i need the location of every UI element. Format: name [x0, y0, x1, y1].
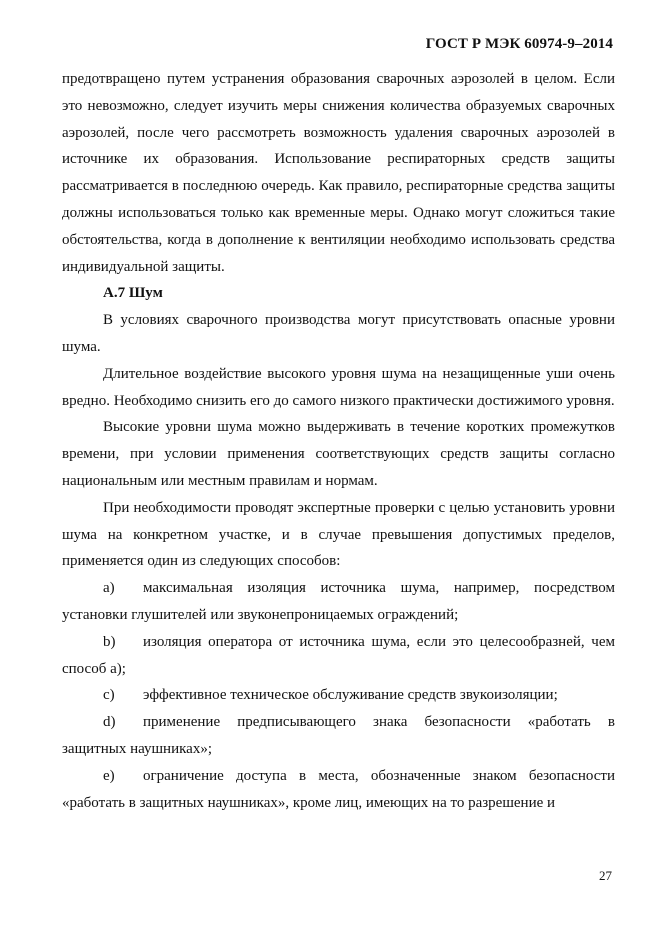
list-item-text: ограничение доступа в места, обозначенные знаком безопасности «работать в защитных наушниках», кроме лиц, имеющих на то разрешение и — [62, 767, 615, 811]
list-item-text: эффективное техническое обслуживание средств звукоизоляции; — [143, 687, 558, 704]
list-marker: e) — [103, 767, 115, 784]
list-item-text: изоляция оператора от источника шума, если это целесообразней, чем способ а); — [62, 633, 615, 677]
paragraph: Длительное воздействие высокого уровня шума на незащищенные уши очень вредно. Необходимо снизить его до самого низкого практически достижимого уровня. — [62, 365, 615, 409]
list-item-b — [62, 629, 615, 683]
section-heading: А.7 Шум — [103, 285, 163, 302]
paragraph: В условиях сварочного производства могут присутствовать опасные уровни шума. — [62, 312, 615, 355]
list-item-text: максимальная изоляция источника шума, например, посредством установки глушителей или звуконепроницаемых ограждений; — [62, 580, 615, 623]
list-item-text: применение предписывающего знака безопасности «работать в защитных наушниках»; — [62, 714, 615, 757]
list-item-e — [62, 763, 615, 817]
list-marker: a) — [103, 580, 115, 597]
document-header: ГОСТ Р МЭК 60974-9–2014 — [425, 36, 613, 52]
paragraph-continued: предотвращено путем устранения образования сварочных аэрозолей в целом. Если это невозможно, следует изучить меры снижения количества образуемых сварочных аэрозолей, после чего рассмотреть возможность удаления сварочных аэрозолей в источнике их образования. Использование респираторных средств защиты рассматривается в последнюю очередь. Как правило, респираторные средства защиты должны использоваться только как временные меры. Однако могут сложиться такие обстоятельства, когда в дополнение к вентиляции необходимо использовать средства индивидуальной защиты. — [62, 71, 615, 275]
paragraph: При необходимости проводят экспертные проверки с целью установить уровни шума на конкретном участке, и в случае превышения допустимых пределов, применяется один из следующих способов: — [62, 499, 615, 570]
list-item-d — [62, 709, 615, 763]
page-number: 27 — [599, 868, 612, 883]
list-marker: c) — [103, 687, 115, 704]
document-body — [62, 66, 615, 816]
list-item-a — [62, 575, 615, 629]
paragraph: Высокие уровни шума можно выдерживать в течение коротких промежутков времени, при условии применения соответствующих средств защиты согласно национальным или местным правилам и нормам. — [62, 419, 615, 489]
list-marker: b) — [103, 633, 116, 650]
list-marker: d) — [103, 714, 116, 731]
list-item-c — [62, 682, 615, 709]
